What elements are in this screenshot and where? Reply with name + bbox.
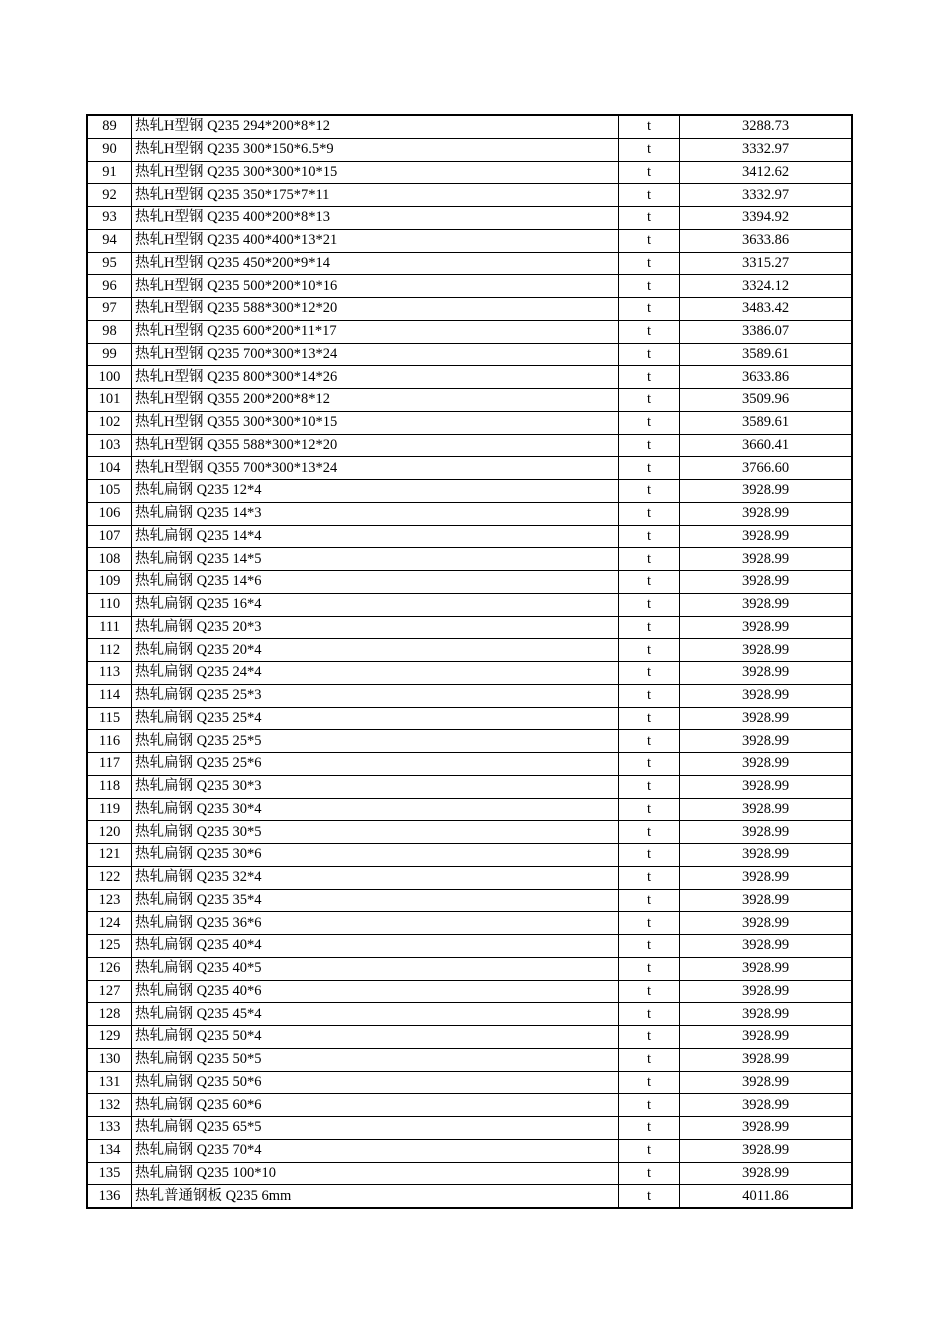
price-cell: 3928.99 <box>680 1094 853 1117</box>
price-cell: 3394.92 <box>680 207 853 230</box>
item-number-cell: 134 <box>87 1139 132 1162</box>
price-cell: 3928.99 <box>680 1162 853 1185</box>
item-name-cell: 热轧H型钢 Q235 300*150*6.5*9 <box>132 138 619 161</box>
price-cell: 3928.99 <box>680 548 853 571</box>
unit-cell: t <box>619 639 680 662</box>
unit-cell: t <box>619 684 680 707</box>
item-name-cell: 热轧扁钢 Q235 36*6 <box>132 912 619 935</box>
item-number-cell: 92 <box>87 184 132 207</box>
price-cell: 3928.99 <box>680 1071 853 1094</box>
price-cell: 3928.99 <box>680 935 853 958</box>
item-name-cell: 热轧H型钢 Q235 588*300*12*20 <box>132 298 619 321</box>
item-name-cell: 热轧扁钢 Q235 32*4 <box>132 866 619 889</box>
item-name-cell: 热轧H型钢 Q355 200*200*8*12 <box>132 389 619 412</box>
item-name-cell: 热轧扁钢 Q235 25*5 <box>132 730 619 753</box>
price-cell: 3928.99 <box>680 1026 853 1049</box>
item-name-cell: 热轧扁钢 Q235 60*6 <box>132 1094 619 1117</box>
table-row <box>87 684 852 707</box>
item-number-cell: 103 <box>87 434 132 457</box>
item-number-cell: 117 <box>87 753 132 776</box>
item-name-cell: 热轧H型钢 Q235 300*300*10*15 <box>132 161 619 184</box>
unit-cell: t <box>619 616 680 639</box>
item-number-cell: 89 <box>87 115 132 138</box>
price-cell: 3386.07 <box>680 320 853 343</box>
price-cell: 3928.99 <box>680 1003 853 1026</box>
unit-cell: t <box>619 753 680 776</box>
table-row <box>87 252 852 275</box>
table-row <box>87 912 852 935</box>
price-cell: 3928.99 <box>680 753 853 776</box>
item-number-cell: 101 <box>87 389 132 412</box>
item-number-cell: 135 <box>87 1162 132 1185</box>
item-number-cell: 133 <box>87 1117 132 1140</box>
item-name-cell: 热轧扁钢 Q235 40*5 <box>132 957 619 980</box>
price-cell: 3928.99 <box>680 980 853 1003</box>
item-name-cell: 热轧扁钢 Q235 14*3 <box>132 502 619 525</box>
table-row <box>87 662 852 685</box>
price-cell: 3928.99 <box>680 1048 853 1071</box>
price-cell: 3483.42 <box>680 298 853 321</box>
item-name-cell: 热轧H型钢 Q235 500*200*10*16 <box>132 275 619 298</box>
table-row <box>87 639 852 662</box>
price-table-body <box>87 115 852 1208</box>
table-row <box>87 730 852 753</box>
item-number-cell: 121 <box>87 844 132 867</box>
unit-cell: t <box>619 161 680 184</box>
item-name-cell: 热轧扁钢 Q235 12*4 <box>132 480 619 503</box>
unit-cell: t <box>619 1026 680 1049</box>
unit-cell: t <box>619 730 680 753</box>
item-name-cell: 热轧扁钢 Q235 24*4 <box>132 662 619 685</box>
item-number-cell: 102 <box>87 411 132 434</box>
table-row <box>87 798 852 821</box>
item-name-cell: 热轧扁钢 Q235 35*4 <box>132 889 619 912</box>
unit-cell: t <box>619 434 680 457</box>
item-number-cell: 115 <box>87 707 132 730</box>
item-name-cell: 热轧扁钢 Q235 25*3 <box>132 684 619 707</box>
unit-cell: t <box>619 207 680 230</box>
table-row <box>87 138 852 161</box>
table-row <box>87 980 852 1003</box>
item-name-cell: 热轧H型钢 Q355 588*300*12*20 <box>132 434 619 457</box>
unit-cell: t <box>619 366 680 389</box>
unit-cell: t <box>619 343 680 366</box>
price-cell: 3412.62 <box>680 161 853 184</box>
price-cell: 3928.99 <box>680 1117 853 1140</box>
unit-cell: t <box>619 821 680 844</box>
item-number-cell: 136 <box>87 1185 132 1208</box>
item-number-cell: 90 <box>87 138 132 161</box>
unit-cell: t <box>619 298 680 321</box>
unit-cell: t <box>619 480 680 503</box>
unit-cell: t <box>619 525 680 548</box>
price-cell: 3928.99 <box>680 593 853 616</box>
table-row <box>87 571 852 594</box>
item-name-cell: 热轧普通钢板 Q235 6mm <box>132 1185 619 1208</box>
price-cell: 3928.99 <box>680 662 853 685</box>
item-name-cell: 热轧H型钢 Q235 350*175*7*11 <box>132 184 619 207</box>
item-number-cell: 127 <box>87 980 132 1003</box>
item-number-cell: 99 <box>87 343 132 366</box>
unit-cell: t <box>619 1162 680 1185</box>
unit-cell: t <box>619 1185 680 1208</box>
unit-cell: t <box>619 662 680 685</box>
item-number-cell: 108 <box>87 548 132 571</box>
item-number-cell: 124 <box>87 912 132 935</box>
unit-cell: t <box>619 548 680 571</box>
price-cell: 3928.99 <box>680 866 853 889</box>
table-row <box>87 548 852 571</box>
item-name-cell: 热轧H型钢 Q355 700*300*13*24 <box>132 457 619 480</box>
price-cell: 3332.97 <box>680 184 853 207</box>
table-row <box>87 1048 852 1071</box>
item-number-cell: 126 <box>87 957 132 980</box>
price-cell: 3928.99 <box>680 616 853 639</box>
item-name-cell: 热轧扁钢 Q235 30*6 <box>132 844 619 867</box>
table-row <box>87 1026 852 1049</box>
price-cell: 3928.99 <box>680 1139 853 1162</box>
table-row <box>87 1094 852 1117</box>
unit-cell: t <box>619 320 680 343</box>
item-number-cell: 91 <box>87 161 132 184</box>
unit-cell: t <box>619 775 680 798</box>
table-row <box>87 866 852 889</box>
table-row <box>87 502 852 525</box>
item-number-cell: 93 <box>87 207 132 230</box>
table-row <box>87 161 852 184</box>
unit-cell: t <box>619 844 680 867</box>
price-cell: 3660.41 <box>680 434 853 457</box>
item-number-cell: 107 <box>87 525 132 548</box>
item-name-cell: 热轧扁钢 Q235 30*4 <box>132 798 619 821</box>
table-row <box>87 298 852 321</box>
item-name-cell: 热轧扁钢 Q235 100*10 <box>132 1162 619 1185</box>
table-row <box>87 844 852 867</box>
item-name-cell: 热轧扁钢 Q235 40*4 <box>132 935 619 958</box>
unit-cell: t <box>619 1094 680 1117</box>
price-cell: 3324.12 <box>680 275 853 298</box>
item-number-cell: 116 <box>87 730 132 753</box>
item-number-cell: 120 <box>87 821 132 844</box>
item-name-cell: 热轧扁钢 Q235 50*5 <box>132 1048 619 1071</box>
unit-cell: t <box>619 275 680 298</box>
price-cell: 3928.99 <box>680 480 853 503</box>
unit-cell: t <box>619 1003 680 1026</box>
item-name-cell: 热轧H型钢 Q355 300*300*10*15 <box>132 411 619 434</box>
unit-cell: t <box>619 798 680 821</box>
unit-cell: t <box>619 707 680 730</box>
unit-cell: t <box>619 1117 680 1140</box>
price-cell: 3928.99 <box>680 525 853 548</box>
item-number-cell: 123 <box>87 889 132 912</box>
unit-cell: t <box>619 935 680 958</box>
price-cell: 3288.73 <box>680 115 853 138</box>
unit-cell: t <box>619 912 680 935</box>
item-number-cell: 98 <box>87 320 132 343</box>
price-cell: 3928.99 <box>680 730 853 753</box>
table-row <box>87 207 852 230</box>
item-name-cell: 热轧扁钢 Q235 20*3 <box>132 616 619 639</box>
table-row <box>87 389 852 412</box>
unit-cell: t <box>619 411 680 434</box>
item-number-cell: 113 <box>87 662 132 685</box>
table-row <box>87 343 852 366</box>
unit-cell: t <box>619 252 680 275</box>
table-row <box>87 593 852 616</box>
item-name-cell: 热轧扁钢 Q235 14*6 <box>132 571 619 594</box>
price-cell: 3928.99 <box>680 775 853 798</box>
item-name-cell: 热轧扁钢 Q235 30*5 <box>132 821 619 844</box>
price-cell: 3928.99 <box>680 798 853 821</box>
item-number-cell: 111 <box>87 616 132 639</box>
unit-cell: t <box>619 571 680 594</box>
item-name-cell: 热轧扁钢 Q235 45*4 <box>132 1003 619 1026</box>
item-number-cell: 132 <box>87 1094 132 1117</box>
table-row <box>87 1162 852 1185</box>
price-cell: 3332.97 <box>680 138 853 161</box>
price-cell: 3928.99 <box>680 912 853 935</box>
table-row <box>87 275 852 298</box>
unit-cell: t <box>619 502 680 525</box>
table-row <box>87 957 852 980</box>
item-name-cell: 热轧扁钢 Q235 50*4 <box>132 1026 619 1049</box>
item-number-cell: 96 <box>87 275 132 298</box>
table-row <box>87 889 852 912</box>
table-row <box>87 480 852 503</box>
item-name-cell: 热轧H型钢 Q235 600*200*11*17 <box>132 320 619 343</box>
price-cell: 3928.99 <box>680 571 853 594</box>
price-cell: 3928.99 <box>680 889 853 912</box>
table-row <box>87 434 852 457</box>
item-number-cell: 94 <box>87 229 132 252</box>
item-number-cell: 104 <box>87 457 132 480</box>
unit-cell: t <box>619 138 680 161</box>
item-number-cell: 122 <box>87 866 132 889</box>
item-number-cell: 106 <box>87 502 132 525</box>
item-name-cell: 热轧H型钢 Q235 400*400*13*21 <box>132 229 619 252</box>
item-name-cell: 热轧H型钢 Q235 294*200*8*12 <box>132 115 619 138</box>
item-number-cell: 109 <box>87 571 132 594</box>
price-cell: 3928.99 <box>680 502 853 525</box>
table-row <box>87 775 852 798</box>
table-row <box>87 320 852 343</box>
item-name-cell: 热轧扁钢 Q235 40*6 <box>132 980 619 1003</box>
item-number-cell: 112 <box>87 639 132 662</box>
item-name-cell: 热轧扁钢 Q235 14*4 <box>132 525 619 548</box>
price-cell: 4011.86 <box>680 1185 853 1208</box>
table-row <box>87 753 852 776</box>
unit-cell: t <box>619 229 680 252</box>
item-number-cell: 119 <box>87 798 132 821</box>
unit-cell: t <box>619 115 680 138</box>
item-name-cell: 热轧扁钢 Q235 50*6 <box>132 1071 619 1094</box>
item-name-cell: 热轧H型钢 Q235 800*300*14*26 <box>132 366 619 389</box>
item-number-cell: 105 <box>87 480 132 503</box>
price-cell: 3928.99 <box>680 684 853 707</box>
table-row <box>87 1139 852 1162</box>
item-name-cell: 热轧H型钢 Q235 400*200*8*13 <box>132 207 619 230</box>
item-name-cell: 热轧扁钢 Q235 14*5 <box>132 548 619 571</box>
table-row <box>87 707 852 730</box>
item-name-cell: 热轧扁钢 Q235 30*3 <box>132 775 619 798</box>
item-number-cell: 114 <box>87 684 132 707</box>
item-number-cell: 110 <box>87 593 132 616</box>
table-row <box>87 1117 852 1140</box>
item-number-cell: 130 <box>87 1048 132 1071</box>
unit-cell: t <box>619 1139 680 1162</box>
table-row <box>87 184 852 207</box>
table-row <box>87 616 852 639</box>
item-number-cell: 118 <box>87 775 132 798</box>
table-row <box>87 1003 852 1026</box>
table-row <box>87 821 852 844</box>
table-row <box>87 1071 852 1094</box>
table-row <box>87 457 852 480</box>
item-number-cell: 131 <box>87 1071 132 1094</box>
table-row <box>87 1185 852 1208</box>
price-cell: 3766.60 <box>680 457 853 480</box>
table-row <box>87 525 852 548</box>
item-number-cell: 95 <box>87 252 132 275</box>
unit-cell: t <box>619 980 680 1003</box>
price-cell: 3928.99 <box>680 821 853 844</box>
table-row <box>87 411 852 434</box>
price-table <box>86 114 853 1209</box>
price-cell: 3928.99 <box>680 957 853 980</box>
item-name-cell: 热轧扁钢 Q235 65*5 <box>132 1117 619 1140</box>
price-cell: 3928.99 <box>680 639 853 662</box>
item-number-cell: 100 <box>87 366 132 389</box>
unit-cell: t <box>619 389 680 412</box>
unit-cell: t <box>619 184 680 207</box>
item-name-cell: 热轧扁钢 Q235 70*4 <box>132 1139 619 1162</box>
table-row <box>87 115 852 138</box>
unit-cell: t <box>619 593 680 616</box>
price-cell: 3928.99 <box>680 844 853 867</box>
unit-cell: t <box>619 457 680 480</box>
unit-cell: t <box>619 889 680 912</box>
table-row <box>87 935 852 958</box>
item-name-cell: 热轧扁钢 Q235 16*4 <box>132 593 619 616</box>
unit-cell: t <box>619 1071 680 1094</box>
unit-cell: t <box>619 1048 680 1071</box>
price-cell: 3633.86 <box>680 229 853 252</box>
price-cell: 3589.61 <box>680 411 853 434</box>
item-name-cell: 热轧扁钢 Q235 25*4 <box>132 707 619 730</box>
item-number-cell: 128 <box>87 1003 132 1026</box>
item-name-cell: 热轧H型钢 Q235 450*200*9*14 <box>132 252 619 275</box>
price-cell: 3315.27 <box>680 252 853 275</box>
unit-cell: t <box>619 957 680 980</box>
price-cell: 3589.61 <box>680 343 853 366</box>
item-name-cell: 热轧扁钢 Q235 20*4 <box>132 639 619 662</box>
item-number-cell: 125 <box>87 935 132 958</box>
unit-cell: t <box>619 866 680 889</box>
table-row <box>87 366 852 389</box>
price-cell: 3509.96 <box>680 389 853 412</box>
table-row <box>87 229 852 252</box>
price-cell: 3633.86 <box>680 366 853 389</box>
item-number-cell: 129 <box>87 1026 132 1049</box>
item-number-cell: 97 <box>87 298 132 321</box>
item-name-cell: 热轧H型钢 Q235 700*300*13*24 <box>132 343 619 366</box>
price-cell: 3928.99 <box>680 707 853 730</box>
item-name-cell: 热轧扁钢 Q235 25*6 <box>132 753 619 776</box>
